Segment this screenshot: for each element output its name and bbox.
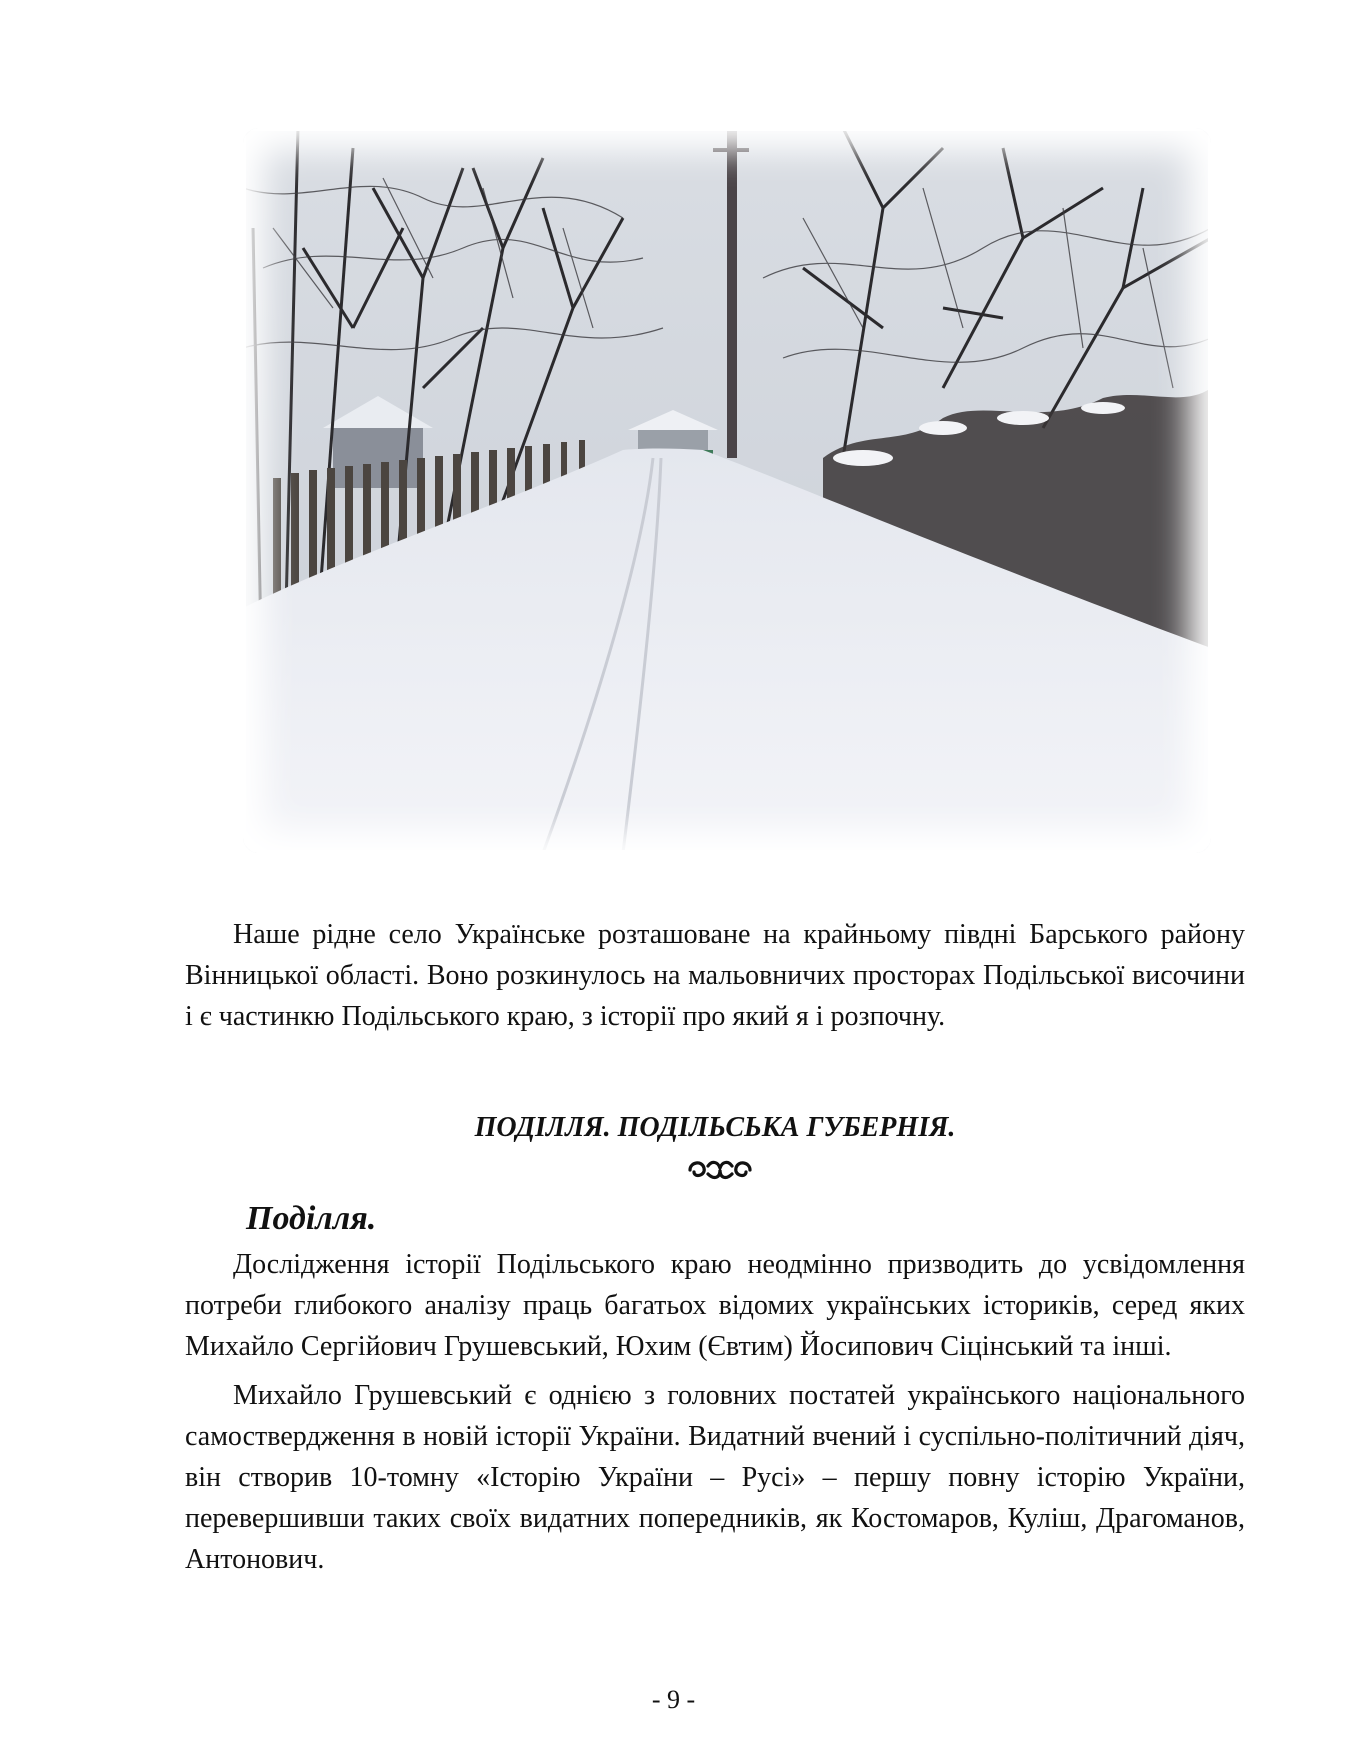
ornament-flourish-icon [680, 1154, 760, 1184]
winter-village-photo [243, 128, 1211, 853]
paragraph-1: Дослідження історії Подільського краю неодмінно призводить до усвідомлення потреби глибокого аналізу праць багатьох відомих українських істориків, серед яких Михайло Сергійович Грушевський, Юхим (Євтим) Йосипович Сіцінський та інші. [185, 1249, 1245, 1362]
snowy-village-road-photo [243, 128, 1211, 853]
intro-paragraph: Наше рідне село Українське розташоване на крайньому півдні Барського району Вінницької області. Воно розкинулось на мальовничих просторах Подільської височини і є частинкю Подільського краю, з історії про який я і розпочну. [185, 919, 1245, 1032]
subsection-title: Поділля. [246, 1200, 377, 1237]
paragraph-2: Михайло Грушевський є однією з головних постатей українського національного самоствердження в новій історії України. Видатний вчений і суспільно-політичний діяч, він створив 10-томну «Історію України – Русі» – першу повну історію України, перевершивши таких своїх видатних попередників, як Костомаров, Куліш, Драгоманов, Антонович. [185, 1380, 1245, 1575]
body-block [185, 1244, 1245, 1580]
page-number: - 9 - [651, 1685, 696, 1714]
section-title: ПОДІЛЛЯ. ПОДІЛЬСЬКА ГУБЕРНІЯ. [474, 1112, 956, 1143]
intro-block [185, 914, 1245, 1037]
